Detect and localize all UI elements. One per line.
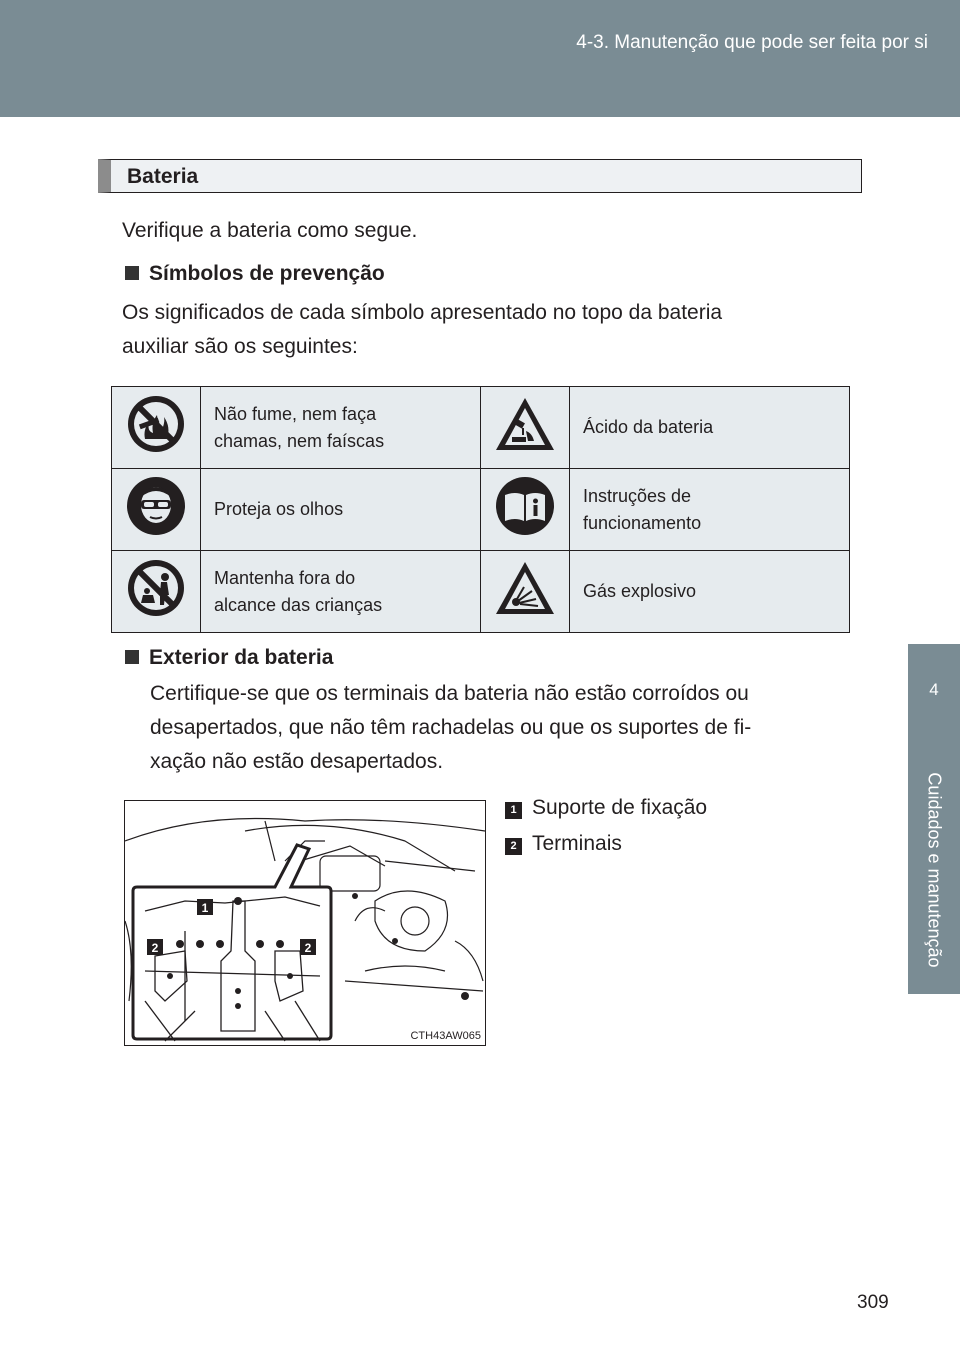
warning-symbols-heading <box>125 262 385 286</box>
callout-2-left-text: 2 <box>151 941 159 955</box>
warning-symbols-heading-text: Símbolos de prevenção <box>149 262 385 285</box>
square-bullet-icon <box>125 650 139 664</box>
legend-item <box>505 832 622 856</box>
intro-text: Verifique a bateria como segue. <box>122 219 418 242</box>
symbol-label: Gás explosivo <box>570 551 850 633</box>
table-row <box>112 469 850 551</box>
legend-number-badge: 2 <box>505 838 522 855</box>
legend-number-badge: 1 <box>505 802 522 819</box>
warning-symbols-table <box>111 386 850 633</box>
exterior-heading-text: Exterior da bateria <box>149 646 334 669</box>
chapter-tab-label: Cuidados e manutenção <box>924 772 945 968</box>
legend-label: Suporte de fixação <box>532 796 708 819</box>
exterior-text <box>150 677 856 779</box>
square-bullet-icon <box>125 266 139 280</box>
section-title: Bateria <box>127 165 199 188</box>
header-band <box>0 0 960 117</box>
no-smoking-no-flames-icon <box>112 387 201 469</box>
table-row <box>112 551 850 633</box>
chapter-tab <box>908 746 960 994</box>
figure-code: CTH43AW065 <box>410 1030 481 1042</box>
symbol-label: Instruções de funcionamento <box>570 469 850 551</box>
exterior-text-line: xação não estão desapertados. <box>150 750 444 773</box>
callout-2-right-text: 2 <box>304 941 312 955</box>
battery-acid-icon <box>481 387 570 469</box>
operating-instructions-icon <box>481 469 570 551</box>
symbol-label: Proteja os olhos <box>201 469 481 551</box>
chapter-tab-number: 4 <box>908 644 960 746</box>
engine-bay-illustration <box>125 801 485 1045</box>
section-title-bar <box>98 159 862 193</box>
eye-protection-icon <box>112 469 201 551</box>
battery-figure <box>124 800 486 1046</box>
exterior-heading <box>125 646 333 670</box>
callout-1-text: 1 <box>201 901 209 915</box>
symbol-label: Não fume, nem faça chamas, nem faíscas <box>201 387 481 469</box>
keep-away-children-icon <box>112 551 201 633</box>
warning-symbols-text <box>122 296 856 364</box>
running-header: 4-3. Manutenção que pode ser feita por si <box>576 32 928 53</box>
symbol-label: Ácido da bateria <box>570 387 850 469</box>
page-number: 309 <box>857 1292 889 1313</box>
table-row <box>112 387 850 469</box>
legend-item <box>505 796 707 820</box>
warning-symbols-text-line: auxiliar são os seguintes: <box>122 335 358 358</box>
warning-symbols-text-line: Os significados de cada símbolo apresentado no topo da bateria <box>122 301 723 324</box>
exterior-text-line: Certifique-se que os terminais da bateria não estão corroídos ou <box>150 682 749 705</box>
symbol-label: Mantenha fora do alcance das crianças <box>201 551 481 633</box>
explosive-gas-icon <box>481 551 570 633</box>
exterior-text-line: desapertados, que não têm rachadelas ou que os suportes de fi- <box>150 716 752 739</box>
legend-label: Terminais <box>532 832 622 855</box>
